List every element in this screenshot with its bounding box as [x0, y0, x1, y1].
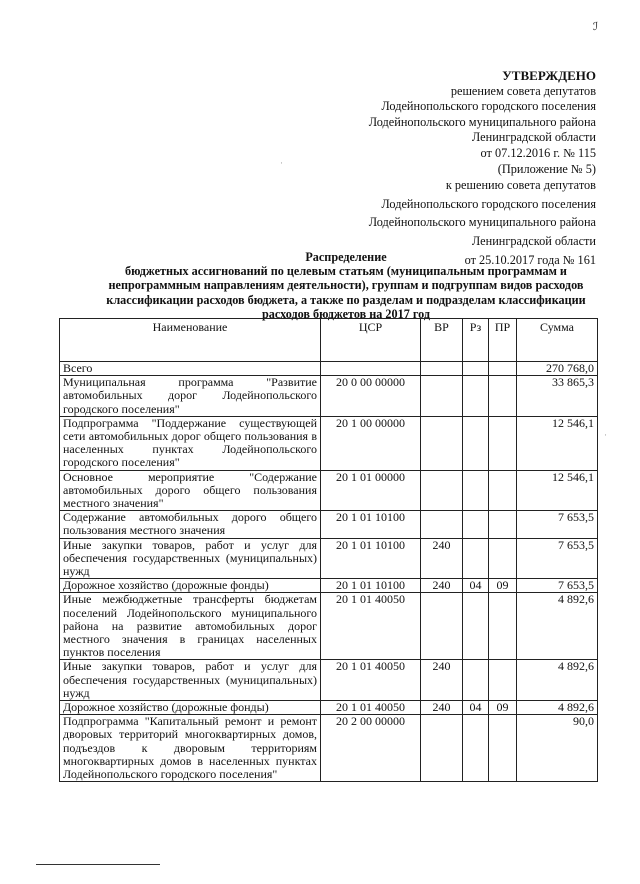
approval-line: от 25.10.2017 года № 161	[464, 252, 596, 267]
cell-vr	[421, 362, 463, 376]
cell-rz	[463, 593, 489, 660]
approval-line: Лодейнопольского городского поселения	[381, 196, 596, 211]
approval-line: от 07.12.2016 г. № 115	[480, 145, 596, 160]
budget-table	[59, 318, 598, 782]
cell-pr: 09	[489, 579, 517, 593]
cell-pr	[489, 511, 517, 538]
approval-line: Лодейнопольского муниципального района	[368, 215, 596, 230]
document-heading	[96, 250, 596, 321]
cell-name: Муниципальная программа "Развитие автомобильных дорог Лодейнопольского городского поселения"	[60, 376, 321, 417]
cell-vr: 240	[421, 579, 463, 593]
cell-vr	[421, 376, 463, 417]
cell-name: Иные закупки товаров, работ и услуг для обеспечения государственных (муниципальных) нужд	[60, 660, 321, 701]
cell-sum: 90,0	[517, 715, 598, 782]
approval-line: к решению совета депутатов	[445, 178, 596, 193]
header-name: Наименование	[60, 319, 321, 362]
cell-rz	[463, 470, 489, 511]
cell-rz: 04	[463, 579, 489, 593]
cell-sum: 4 892,6	[517, 593, 598, 660]
cell-vr: 240	[421, 701, 463, 715]
footnote-divider	[36, 864, 160, 865]
cell-rz	[463, 660, 489, 701]
heading-line: классификации расходов бюджета, а также по разделам и подразделам классификации	[106, 292, 586, 307]
table-row	[60, 376, 598, 417]
cell-pr	[489, 376, 517, 417]
cell-csr: 20 2 00 00000	[321, 715, 421, 782]
cell-pr	[489, 416, 517, 470]
table-row	[60, 416, 598, 470]
cell-csr: 20 1 01 10100	[321, 579, 421, 593]
cell-csr: 20 1 01 40050	[321, 593, 421, 660]
cell-rz	[463, 376, 489, 417]
cell-rz	[463, 362, 489, 376]
header-csr: ЦСР	[321, 319, 421, 362]
approval-line: Ленинградской области	[471, 233, 596, 248]
table-row	[60, 660, 598, 701]
table-row	[60, 593, 598, 660]
heading-title: Распределение	[305, 250, 387, 264]
header-rz: Рз	[463, 319, 489, 362]
cell-rz	[463, 511, 489, 538]
table-row	[60, 538, 598, 579]
header-vr: ВР	[421, 319, 463, 362]
header-pr: ПР	[489, 319, 517, 362]
cell-vr: 240	[421, 660, 463, 701]
cell-csr: 20 0 00 00000	[321, 376, 421, 417]
cell-rz	[463, 715, 489, 782]
cell-name: Всего	[60, 362, 321, 376]
table-row	[60, 715, 598, 782]
approval-line: (Приложение № 5)	[497, 161, 596, 176]
approval-title: УТВЕРЖДЕНО	[502, 68, 596, 83]
cell-sum: 270 768,0	[517, 362, 598, 376]
cell-sum: 4 892,6	[517, 660, 598, 701]
cell-csr: 20 1 01 10100	[321, 538, 421, 579]
scan-speck: ·	[280, 158, 283, 168]
table-row	[60, 362, 598, 376]
cell-rz	[463, 538, 489, 579]
cell-sum: 7 653,5	[517, 538, 598, 579]
cell-pr	[489, 715, 517, 782]
table-row	[60, 579, 598, 593]
table-row	[60, 511, 598, 538]
cell-csr: 20 1 01 10100	[321, 511, 421, 538]
cell-name: Содержание автомобильных дорого общего пользования местного значения	[60, 511, 321, 538]
cell-vr	[421, 416, 463, 470]
cell-name: Основное мероприятие "Содержание автомобильных дорого общего пользования местного значения"	[60, 470, 321, 511]
cell-vr: 240	[421, 538, 463, 579]
approval-line: Лодейнопольского муниципального района	[368, 114, 596, 129]
cell-name: Иные межбюджетные трансферты бюджетам поселений Лодейнопольского муниципального района на развитие автомобильных дорог местного значения в границах населенных пунктов поселения	[60, 593, 321, 660]
cell-name: Дорожное хозяйство (дорожные фонды)	[60, 701, 321, 715]
cell-csr: 20 1 01 40050	[321, 701, 421, 715]
table-row	[60, 701, 598, 715]
cell-pr	[489, 538, 517, 579]
cell-vr	[421, 715, 463, 782]
approval-block	[276, 68, 596, 268]
scan-speck: ·	[604, 430, 607, 440]
cell-sum: 4 892,6	[517, 701, 598, 715]
cell-pr	[489, 593, 517, 660]
heading-line: расходов бюджетов на 2017 год	[261, 306, 430, 321]
cell-vr	[421, 470, 463, 511]
heading-line: бюджетных ассигнований по целевым статьям (муниципальным программам и	[125, 264, 567, 279]
table-header-row	[60, 319, 598, 362]
cell-pr	[489, 660, 517, 701]
cell-rz	[463, 416, 489, 470]
approval-line: решением совета депутатов	[450, 83, 596, 98]
cell-sum: 7 653,5	[517, 511, 598, 538]
cell-sum: 33 865,3	[517, 376, 598, 417]
approval-line: Лодейнопольского городского поселения	[381, 99, 596, 114]
cell-sum: 12 546,1	[517, 470, 598, 511]
cell-vr	[421, 593, 463, 660]
cell-csr	[321, 362, 421, 376]
heading-line: непрограммным направлениям деятельности), группам и подгруппам видов расходов	[108, 278, 584, 293]
cell-csr: 20 1 00 00000	[321, 416, 421, 470]
approval-line: Ленинградской области	[471, 130, 596, 145]
corner-mark: ℐ	[593, 21, 599, 33]
header-sum: Сумма	[517, 319, 598, 362]
cell-csr: 20 1 01 40050	[321, 660, 421, 701]
cell-pr: 09	[489, 701, 517, 715]
cell-name: Подпрограмма "Капитальный ремонт и ремонт дворовых территорий многоквартирных домов, подъездов к дворовым территориям многоквартирных домов в населенных пунктах Лодейнопольского городского поселения"	[60, 715, 321, 782]
cell-name: Подпрограмма "Поддержание существующей сети автомобильных дорог общего пользования в населенных пунктах Лодейнопольского городского поселения"	[60, 416, 321, 470]
cell-pr	[489, 362, 517, 376]
cell-pr	[489, 470, 517, 511]
table-row	[60, 470, 598, 511]
cell-sum: 7 653,5	[517, 579, 598, 593]
cell-vr	[421, 511, 463, 538]
cell-sum: 12 546,1	[517, 416, 598, 470]
cell-rz: 04	[463, 701, 489, 715]
cell-name: Дорожное хозяйство (дорожные фонды)	[60, 579, 321, 593]
cell-name: Иные закупки товаров, работ и услуг для обеспечения государственных (муниципальных) нужд	[60, 538, 321, 579]
cell-csr: 20 1 01 00000	[321, 470, 421, 511]
